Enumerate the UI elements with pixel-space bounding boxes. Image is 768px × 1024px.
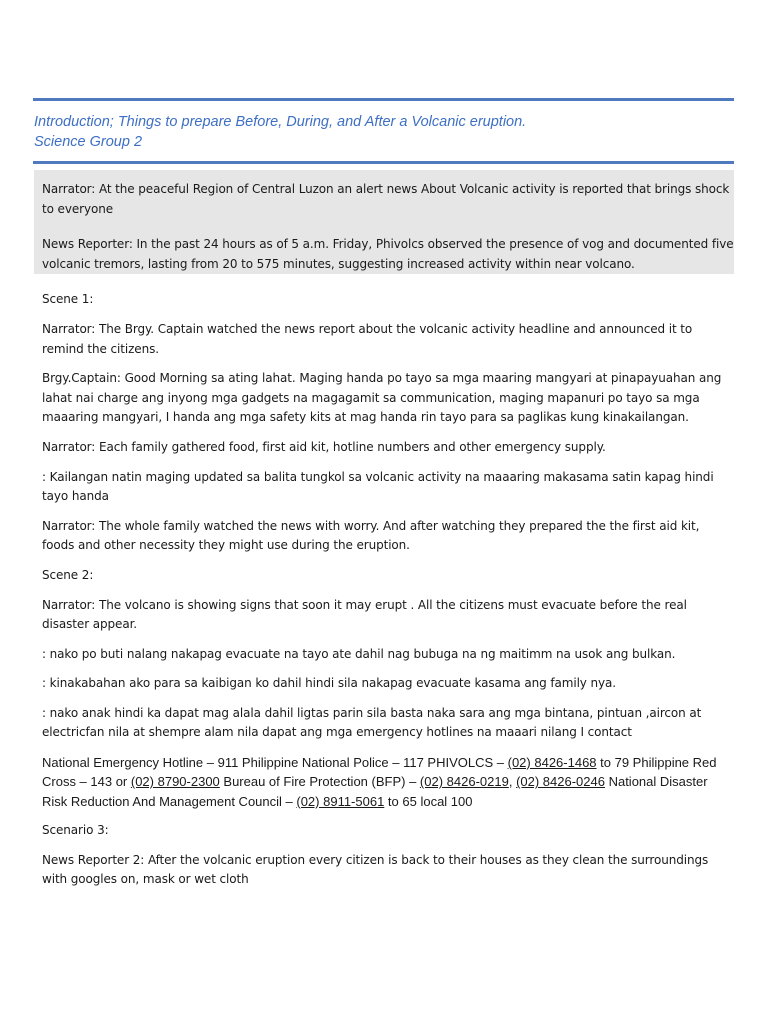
bfp-phone-link-1[interactable]: (02) 8426-0219	[419, 774, 509, 790]
narrator-paragraph: Narrator: Each family gathered food, first aid kit, hotline numbers and other emergency supply.	[42, 439, 606, 454]
narrator-paragraph: Narrator: The Brgy. Captain watched the news report about the volcanic activity headline and announced it to remind the citizens.	[42, 321, 693, 356]
document-subtitle: Science Group 2	[34, 134, 143, 150]
ndrrmc-phone-link[interactable]: (02) 8911-5061	[296, 793, 385, 809]
top-rule	[33, 98, 734, 101]
scenario-3-heading: Scenario 3:	[42, 823, 109, 838]
narrator-paragraph: Narrator: The volcano is showing signs that soon it may erupt . All the citizens must evacuate before the real disaster appear.	[42, 597, 687, 632]
bfp-phone-link-2[interactable]: (02) 8426-0246	[516, 774, 605, 790]
hotline-text: National Disaster Risk Reduction And Management Council –	[42, 774, 708, 809]
narrator-paragraph: Narrator: The whole family watched the news with worry. And after watching they prepared the the first aid kit, foods and other necessity they might use during the eruption.	[42, 518, 700, 553]
hotline-text: to 79 Philippine Red Cross – 143 or	[42, 755, 717, 790]
document-title: Introduction; Things to prepare Before, During, and After a Volcanic eruption.	[34, 114, 527, 130]
hotline-text: Bureau of Fire Protection (BFP) –	[219, 774, 420, 790]
dialogue-paragraph: : kinakabahan ako para sa kaibigan ko dahil hindi sila nakapag evacuate kasama ang family nya.	[42, 676, 616, 691]
hotline-text: National Emergency Hotline – 911 Philippine National Police – 117 PHIVOLCS –	[42, 755, 508, 771]
narrator-intro-paragraph: Narrator: At the peaceful Region of Central Luzon an alert news About Volcanic activity is reported that brings shock to everyone	[42, 182, 730, 216]
document-header	[34, 112, 734, 152]
dialogue-paragraph: : nako anak hindi ka dapat mag alala dahil ligtas parin sila basta naka sara ang mga bintana, pintuan ,aircon at electricfan nila at shempre alam nila dapat ang mga emergency hotlines na maaari nilang I contact	[42, 705, 702, 740]
brgy-captain-paragraph: Brgy.Captain: Good Morning sa ating lahat. Maging handa po tayo sa mga maaring mangyari at pinapayuahan ang lahat nai charge ang inyong mga gadgets na magagamit sa communication, maging mapanuri po tayo sa mga maaaring mangyari, I handa ang mga safety kits at mag handa rin tayo para sa paglikas kung kinakailangan.	[42, 371, 722, 425]
emergency-hotlines-paragraph	[42, 753, 734, 811]
news-reporter-2-paragraph: News Reporter 2: After the volcanic eruption every citizen is back to their houses as they clean the surroundings with googles on, mask or wet cloth	[42, 852, 709, 887]
scene-1-heading: Scene 1:	[42, 292, 94, 307]
phivolcs-phone-link[interactable]: (02) 8426-1468	[507, 755, 597, 771]
document-body	[42, 180, 734, 900]
bottom-rule	[33, 161, 734, 164]
dialogue-paragraph: : nako po buti nalang nakapag evacuate na tayo ate dahil nag bubuga na ng maitimm na usok ang bulkan.	[42, 646, 676, 661]
hotline-text: to 65 local 100	[384, 793, 473, 809]
red-cross-phone-link[interactable]: (02) 8790-2300	[130, 774, 220, 790]
news-reporter-paragraph: News Reporter: In the past 24 hours as of 5 a.m. Friday, Phivolcs observed the presence of vog and documented five volcanic tremors, lasting from 20 to 575 minutes, suggesting increased activity within near volcano.	[42, 237, 734, 271]
scene-2-heading: Scene 2:	[42, 567, 94, 582]
hotline-text: ,	[508, 774, 517, 790]
dialogue-paragraph: : Kailangan natin maging updated sa balita tungkol sa volcanic activity na maaaring makasama satin kapag hindi tayo handa	[42, 469, 714, 504]
